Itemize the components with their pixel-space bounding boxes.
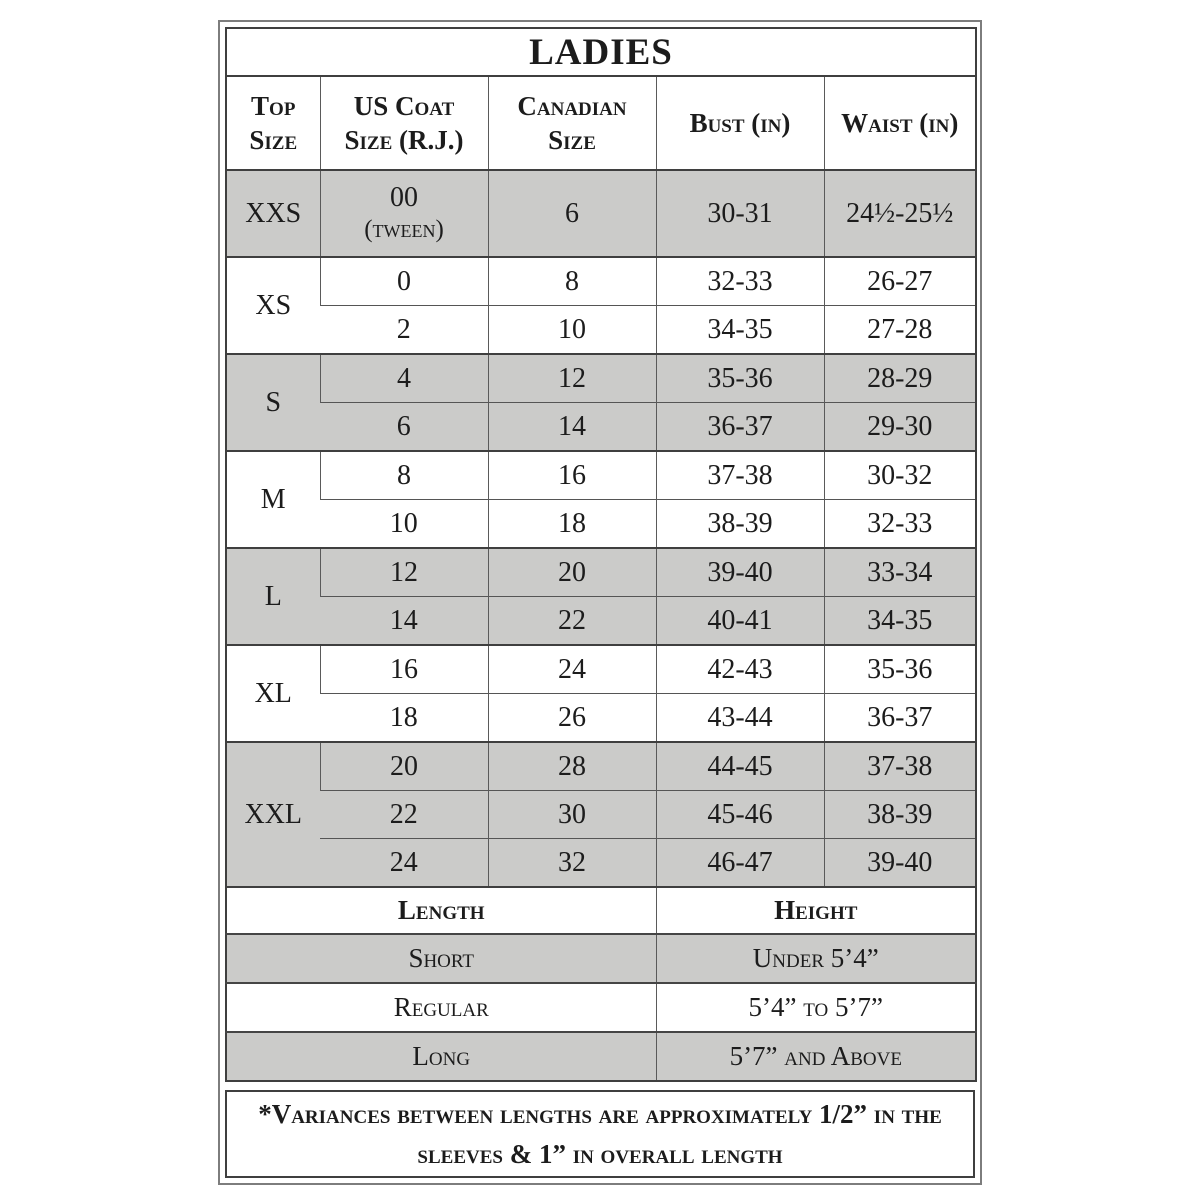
cell-waist: 28-29 [824,354,976,403]
cell-bust: 45-46 [656,791,824,839]
size-row-xl-2 [226,694,976,743]
cell-waist: 26-27 [824,257,976,306]
col-header-canadian-size: Canadian Size [488,76,656,170]
cell-bust: 40-41 [656,597,824,646]
height-header: Height [656,887,976,934]
size-row-s-1 [226,354,976,403]
col-header-us-coat-size: US Coat Size (R.J.) [320,76,488,170]
cell-us-size: 0 [320,257,488,306]
cell-canadian-size: 6 [488,170,656,257]
cell-canadian-size: 32 [488,839,656,888]
cell-bust: 46-47 [656,839,824,888]
cell-waist: 24½-25½ [824,170,976,257]
cell-waist: 33-34 [824,548,976,597]
ladies-size-chart [225,27,977,1082]
cell-bust: 35-36 [656,354,824,403]
length-height-header-row [226,887,976,934]
size-row-xxl-1 [226,742,976,791]
cell-bust: 42-43 [656,645,824,694]
length-header: Length [226,887,656,934]
cell-waist: 38-39 [824,791,976,839]
us-size-note: (tween) [364,215,444,243]
cell-us-size: 24 [320,839,488,888]
size-row-m-1 [226,451,976,500]
cell-waist: 27-28 [824,306,976,355]
cell-waist: 29-30 [824,403,976,452]
length-row-short [226,934,976,983]
col-header-bust: Bust (in) [656,76,824,170]
cell-us-size: 6 [320,403,488,452]
size-label-l: L [226,548,320,645]
cell-bust: 38-39 [656,500,824,549]
col-header-waist: Waist (in) [824,76,976,170]
us-size-value: 00 [390,181,418,213]
cell-canadian-size: 22 [488,597,656,646]
cell-us-size: 14 [320,597,488,646]
cell-us-size: 16 [320,645,488,694]
cell-bust: 39-40 [656,548,824,597]
size-label-xl: XL [226,645,320,742]
cell-canadian-size: 14 [488,403,656,452]
cell-bust: 44-45 [656,742,824,791]
height-value: Under 5’4” [656,934,976,983]
length-value: Regular [226,983,656,1032]
cell-canadian-size: 16 [488,451,656,500]
size-row-xs-1 [226,257,976,306]
height-value: 5’7” and Above [656,1032,976,1081]
size-row-xxl-2 [226,791,976,839]
cell-bust: 36-37 [656,403,824,452]
cell-bust: 34-35 [656,306,824,355]
chart-title: LADIES [529,31,673,73]
length-row-long [226,1032,976,1081]
cell-canadian-size: 10 [488,306,656,355]
cell-waist: 34-35 [824,597,976,646]
height-value: 5’4” to 5’7” [656,983,976,1032]
chart-title-row [226,28,976,76]
column-header-row [226,76,976,170]
cell-canadian-size: 18 [488,500,656,549]
cell-waist: 35-36 [824,645,976,694]
size-row-s-2 [226,403,976,452]
cell-us-size: 22 [320,791,488,839]
cell-waist: 32-33 [824,500,976,549]
size-row-m-2 [226,500,976,549]
cell-waist: 30-32 [824,451,976,500]
cell-waist: 37-38 [824,742,976,791]
length-value: Short [226,934,656,983]
cell-canadian-size: 30 [488,791,656,839]
size-label-xxl: XXL [226,742,320,887]
cell-us-size [320,170,488,257]
cell-us-size: 20 [320,742,488,791]
variance-footnote: *Variances between lengths are approximately 1/2” in the sleeves & 1” in overall length [225,1090,975,1178]
cell-us-size: 12 [320,548,488,597]
size-label-xxs: XXS [226,170,320,257]
cell-waist: 36-37 [824,694,976,743]
size-row-l-1 [226,548,976,597]
cell-waist: 39-40 [824,839,976,888]
cell-us-size: 8 [320,451,488,500]
size-label-m: M [226,451,320,548]
cell-us-size: 4 [320,354,488,403]
cell-canadian-size: 12 [488,354,656,403]
cell-canadian-size: 20 [488,548,656,597]
cell-us-size: 18 [320,694,488,743]
col-header-top-size: Top Size [226,76,320,170]
cell-bust: 30-31 [656,170,824,257]
cell-us-size: 10 [320,500,488,549]
size-row-xl-1 [226,645,976,694]
cell-canadian-size: 26 [488,694,656,743]
cell-canadian-size: 28 [488,742,656,791]
cell-bust: 32-33 [656,257,824,306]
size-row-xxs [226,170,976,257]
cell-bust: 43-44 [656,694,824,743]
cell-canadian-size: 24 [488,645,656,694]
size-label-xs: XS [226,257,320,354]
length-row-regular [226,983,976,1032]
size-label-s: S [226,354,320,451]
size-row-xs-2 [226,306,976,355]
size-row-xxl-3 [226,839,976,888]
cell-bust: 37-38 [656,451,824,500]
length-value: Long [226,1032,656,1081]
cell-us-size: 2 [320,306,488,355]
size-row-l-2 [226,597,976,646]
cell-canadian-size: 8 [488,257,656,306]
size-chart-frame [218,20,982,1185]
